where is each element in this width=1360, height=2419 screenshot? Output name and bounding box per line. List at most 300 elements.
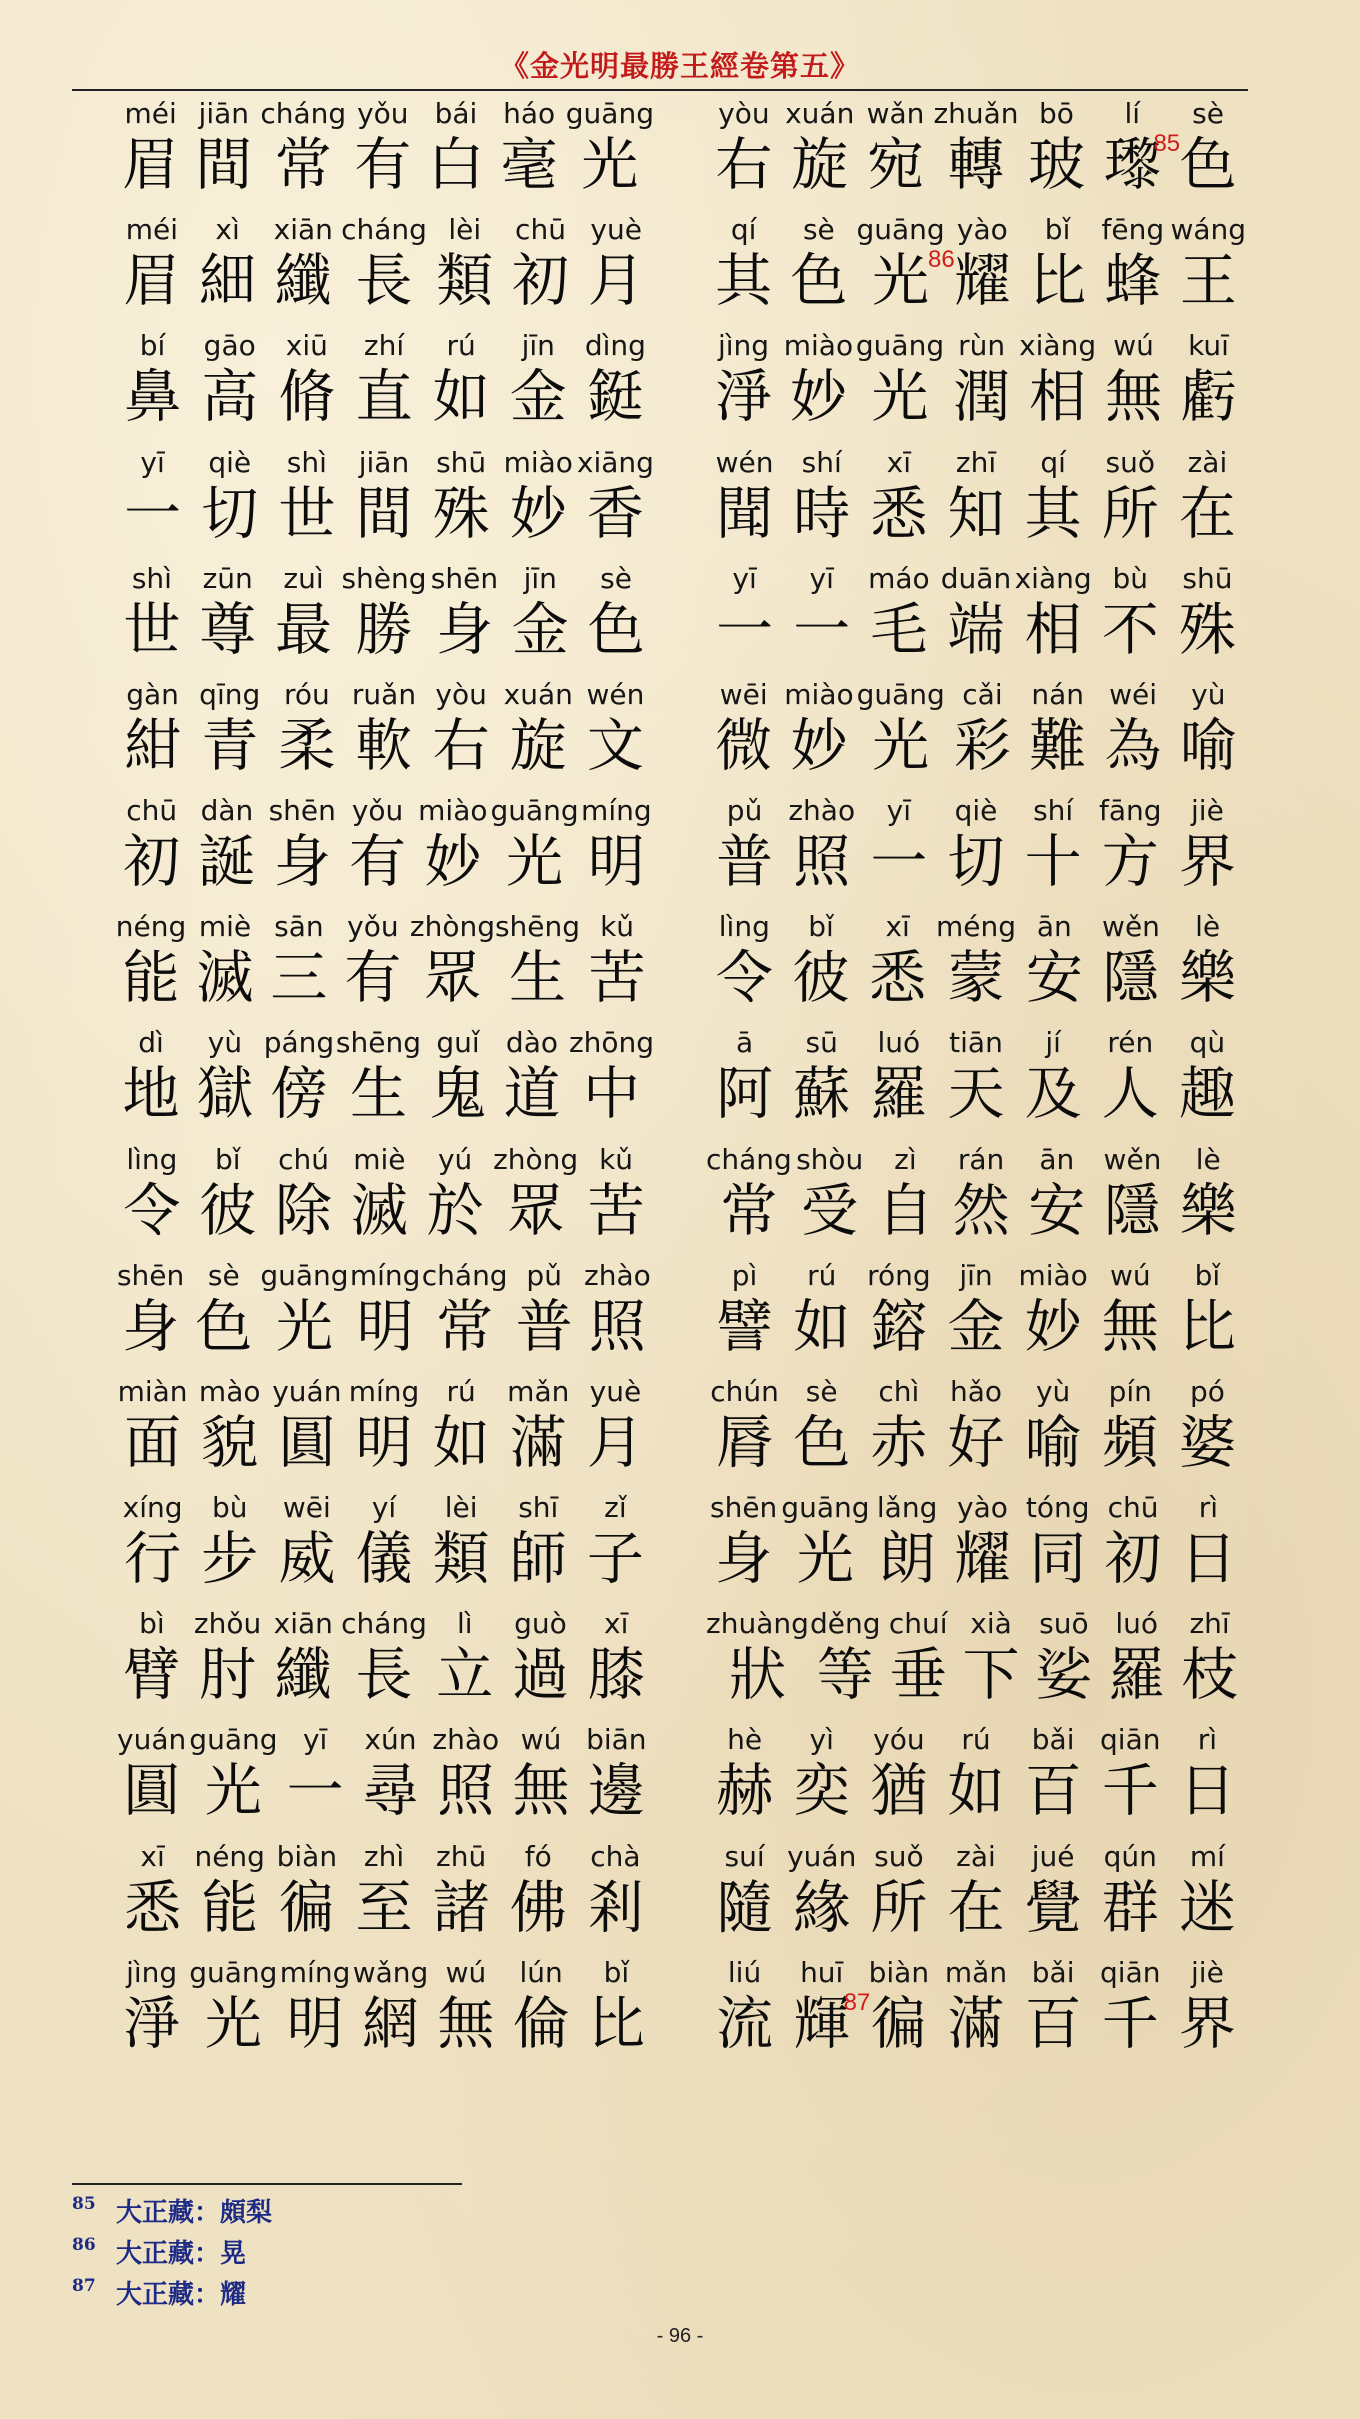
hanzi: 流 [716,1990,774,2057]
verse-line-right [706,1490,1246,1606]
character-cell [577,1490,654,1606]
pinyin: pín [1108,1374,1152,1408]
pinyin: zhuàng [706,1607,809,1641]
character-cell [114,1722,189,1838]
pinyin: děng [810,1607,881,1641]
hanzi: 天 [947,1061,1005,1128]
verse-line-left [114,1839,654,1955]
character-cell [1015,1839,1092,1955]
footnote-text: 大正藏：晃 [116,2239,247,2269]
character-cell [278,1722,353,1838]
hanzi: 尊 [199,596,257,663]
character-cell [577,1374,654,1490]
hanzi: 生 [509,945,567,1012]
hanzi: 照 [588,1293,646,1360]
hanzi: 倫 [512,1990,570,2057]
pinyin: jiān [358,445,410,479]
hanzi: 阿 [716,1061,774,1128]
pinyin: shū [436,445,487,479]
hanzi: 步 [201,1526,259,1593]
character-cell [1092,445,1169,561]
hanzi: 月 [587,248,645,315]
pinyin: shēn [430,561,499,595]
character-cell [781,212,856,328]
character-cell [500,445,577,561]
hanzi: 地 [122,1061,180,1128]
character-cell [706,793,783,909]
pinyin: yuè [589,1374,642,1408]
hanzi: 毛 [870,596,928,663]
verse-line-right [706,677,1246,793]
footnote-number: 87 [72,2276,96,2296]
hanzi: 安 [1028,1177,1086,1244]
verse-line-left [114,1025,654,1141]
pinyin: rì [1197,1723,1218,1757]
pinyin: zhòng [409,910,495,944]
pinyin: dì [138,1026,164,1060]
pinyin: wáng [1170,213,1247,247]
character-cell [114,1142,190,1258]
pinyin: sè [207,1258,240,1292]
hanzi: 赤 [870,1409,928,1476]
hanzi: 圓 [123,1758,181,1825]
hanzi: 肘 [199,1642,257,1709]
hanzi: 常 [274,132,332,198]
verse-line-right [706,1142,1246,1258]
character-cell [1019,1142,1095,1258]
footnote-item [72,2235,772,2276]
pinyin: néng [115,910,187,944]
character-cell [882,1606,955,1722]
hanzi: 譬 [716,1293,774,1360]
hanzi: 子 [586,1526,644,1593]
character-cell [783,1722,860,1838]
hanzi: 身 [435,596,493,663]
verse-line-right [706,1955,1246,2071]
character-cell [1092,1025,1169,1141]
character-cell [943,1142,1019,1258]
character-cell [1169,909,1246,1025]
hanzi: 鬼 [429,1061,487,1128]
character-cell [706,1722,783,1838]
pinyin: pǔ [526,1258,562,1292]
pinyin: yǒu [351,794,404,828]
character-cell [1015,1374,1092,1490]
hanzi: 如 [432,1409,490,1476]
character-cell [1169,1839,1246,1955]
character-cell [345,445,422,561]
hanzi: 臂 [123,1642,181,1709]
character-cell [114,1955,189,2071]
hanzi: 三 [270,945,328,1012]
character-cell [860,1955,937,2071]
hanzi: 羅 [870,1061,928,1128]
character-cell [1094,96,1181,212]
character-cell [341,1142,417,1258]
pinyin: wǎng [352,1955,429,1989]
pinyin: qiān [1100,1955,1161,1989]
character-cell [345,1490,422,1606]
character-cell [187,96,260,212]
hanzi: 色 [790,248,848,315]
pinyin: xuán [503,677,573,711]
pinyin: jīn [523,561,557,595]
pinyin: qiè [954,794,998,828]
pinyin: yù [207,1026,243,1060]
character-cell [189,793,264,909]
pinyin: qīng [199,677,261,711]
hanzi: 端 [947,596,1005,663]
hanzi: 尋 [361,1758,419,1825]
character-cell [423,1490,500,1606]
hanzi: 蜂 [1104,248,1162,315]
character-cell [1170,1142,1246,1258]
character-cell [579,1722,654,1838]
character-cell [945,1490,1020,1606]
hanzi: 身 [122,1293,180,1360]
pinyin: guò [514,1607,567,1641]
character-cell [1173,1606,1246,1722]
hanzi: 耀 [953,1526,1011,1593]
character-cell [190,1142,266,1258]
pinyin: chū [126,794,178,828]
hanzi: 長 [355,1642,413,1709]
hanzi: 聞 [716,480,774,547]
character-cell [114,1490,191,1606]
character-cell [1015,793,1092,909]
hanzi: 生 [349,1061,407,1128]
hanzi: 婆 [1178,1409,1236,1476]
pinyin: sè [802,213,835,247]
pinyin: yuán [117,1723,187,1757]
character-cell [577,677,654,793]
pinyin: shòu [796,1142,864,1176]
hanzi: 能 [201,1874,259,1941]
hanzi: 普 [515,1293,573,1360]
hanzi: 鋌 [586,364,644,431]
pinyin: míng [349,1258,421,1292]
character-cell [114,445,191,561]
character-cell [859,909,936,1025]
hanzi: 無 [1101,1293,1159,1360]
pinyin: xì [215,213,240,247]
character-cell [191,1839,268,1955]
character-cell [423,1839,500,1955]
character-cell [860,793,937,909]
hanzi: 光 [581,132,639,198]
verse-line-right [706,328,1246,444]
hanzi: 照 [437,1758,495,1825]
character-cell [1015,1955,1092,2071]
character-cell [781,677,856,793]
character-cell [1169,793,1246,909]
hanzi: 狀 [728,1642,786,1709]
character-cell [792,1142,868,1258]
character-cell [1171,328,1246,444]
pinyin: sè [805,1374,838,1408]
pinyin: yī [809,561,834,595]
pinyin: sū [805,1026,838,1060]
character-cell [706,328,781,444]
hanzi: 高 [201,364,259,431]
hanzi: 色 [793,1409,851,1476]
pinyin: luó [877,1026,921,1060]
pinyin: liú [727,1955,762,1989]
hanzi: 宛 [867,132,925,198]
character-cell [1096,328,1171,444]
pinyin: miào [783,329,854,363]
hanzi: 最 [275,596,333,663]
character-cell [706,909,783,1025]
pinyin: róng [867,1258,931,1292]
character-cell [781,1490,869,1606]
character-cell [706,677,781,793]
character-cell [268,677,345,793]
verse-line-right [706,445,1246,561]
hanzi: 一 [286,1758,344,1825]
character-cell [423,1374,500,1490]
pinyin: biān [586,1723,647,1757]
pinyin: chuí [888,1607,948,1641]
character-cell [503,212,579,328]
hanzi: 金 [509,364,567,431]
pinyin: lèi [448,213,482,247]
pinyin: dào [505,1026,558,1060]
verse-line-right [706,909,1246,1025]
header-divider [72,89,1248,91]
hanzi: 光 [204,1990,262,2057]
hanzi: 時 [793,480,851,547]
hanzi: 網 [361,1990,419,2057]
hanzi: 初 [1104,1526,1162,1593]
hanzi: 彼 [199,1177,257,1244]
pinyin: huī [800,1955,844,1989]
pinyin: shū [1182,561,1233,595]
character-cell [1170,96,1246,212]
character-cell [428,1722,503,1838]
pinyin: xī [885,910,910,944]
character-cell [349,1258,422,1374]
character-cell [783,1374,860,1490]
hanzi: 一 [716,596,774,663]
character-cell [504,1955,579,2071]
character-cell [937,1374,1014,1490]
pinyin: zhōng [568,1026,655,1060]
character-cell [260,1258,348,1374]
hanzi: 妙 [790,712,848,779]
hanzi: 彩 [953,712,1011,779]
hanzi: 佛 [509,1874,567,1941]
pinyin: yī [140,445,165,479]
hanzi: 彼 [792,945,850,1012]
hanzi: 一 [124,480,182,547]
pinyin: yuán [272,1374,342,1408]
hanzi: 切 [201,480,259,547]
pinyin: mí [1189,1839,1225,1873]
hanzi: 微 [715,712,773,779]
hanzi: 隨 [716,1874,774,1941]
character-cell [1169,1374,1246,1490]
hanzi: 滅 [196,945,254,1012]
verse-line-left [114,677,654,793]
character-cell [706,1490,781,1606]
pinyin: shì [131,561,172,595]
hanzi: 立 [436,1642,494,1709]
pinyin: bǎi [1031,1723,1075,1757]
character-cell [860,1374,937,1490]
hanzi: 勝 [355,596,413,663]
character-cell [579,1955,654,2071]
verse-line-right [706,561,1246,677]
hanzi: 軟 [355,712,413,779]
pinyin: guāng [260,1258,349,1292]
hanzi: 日 [1179,1526,1237,1593]
character-cell [114,793,189,909]
character-cell [1020,677,1095,793]
character-cell [1015,1258,1092,1374]
pinyin: lèi [444,1491,478,1525]
hanzi: 殊 [432,480,490,547]
pinyin: chū [515,213,566,247]
pinyin: róu [283,677,330,711]
pinyin: lì [457,1607,473,1641]
character-cell [1095,212,1170,328]
hanzi: 下 [962,1642,1020,1709]
hanzi: 滿 [947,1990,1005,2057]
pinyin: suí [724,1839,765,1873]
pinyin: rán [957,1142,1005,1176]
hanzi: 樂 [1179,945,1237,1012]
character-cell [495,909,580,1025]
pinyin: guāng [855,329,945,363]
hanzi: 如 [947,1758,1005,1825]
pinyin: néng [194,1839,265,1873]
character-cell [1095,1142,1171,1258]
character-cell [706,1025,783,1141]
pinyin: mǎn [944,1955,1008,1989]
hanzi: 同 [1029,1526,1087,1593]
verse-line-left [114,1374,654,1490]
character-cell [856,212,955,328]
hanzi: 蒙 [947,945,1005,1012]
character-cell [1169,445,1246,561]
verse-line-right [706,96,1246,212]
character-cell [569,1025,654,1141]
pinyin: wěn [1103,1142,1162,1176]
pinyin: zhào [432,1723,500,1757]
character-cell [1092,1258,1169,1374]
hanzi: 間 [195,132,253,198]
character-cell [1092,1374,1169,1490]
verse-line-right [706,1374,1246,1490]
hanzi: 紺 [124,712,182,779]
character-cell [1169,1025,1246,1141]
character-cell [502,561,578,677]
character-cell [336,909,410,1025]
hanzi: 喻 [1024,1409,1082,1476]
character-cell [417,1142,493,1258]
hanzi: 無 [512,1758,570,1825]
character-cell [189,1722,277,1838]
character-cell [500,328,577,444]
character-cell [860,445,937,561]
hanzi: 為 [1104,712,1162,779]
character-cell [706,1955,783,2071]
character-cell [188,909,262,1025]
pinyin: sè [600,561,632,595]
pinyin: pì [731,1258,758,1292]
pinyin: yí [371,1491,397,1525]
pinyin: zhào [584,1258,651,1292]
character-cell [345,328,422,444]
pinyin: qí [730,213,757,247]
pinyin: suǒ [874,1839,924,1873]
character-cell [188,1025,262,1141]
pinyin: jīn [959,1258,993,1292]
pinyin: shí [801,445,842,479]
hanzi: 轉 [947,132,1005,198]
pinyin: bǐ [1044,213,1071,247]
character-cell [937,1722,1014,1838]
verse-line-right [706,1025,1246,1141]
pinyin: wú [445,1955,487,1989]
pinyin: lìng [126,1142,178,1176]
verse-line-right [706,212,1246,328]
pinyin: zhū [436,1839,487,1873]
hanzi: 相 [1024,596,1082,663]
hanzi: 明 [355,1409,413,1476]
pinyin: rú [807,1258,837,1292]
hanzi: 百 [1024,1990,1082,2057]
character-cell [783,1839,860,1955]
pinyin: wéi [1109,677,1157,711]
pinyin: zhì [363,1839,405,1873]
pinyin: cháng [421,1258,508,1292]
pinyin: jiè [1191,1955,1224,1989]
hanzi: 一 [793,596,851,663]
pinyin: yī [886,794,912,828]
pinyin: yóu [873,1723,925,1757]
hanzi: 色 [587,596,645,663]
pinyin: shēng [494,910,581,944]
pinyin: mǎn [507,1374,570,1408]
hanzi: 貌 [201,1409,259,1476]
footnote-ref: 87 [843,1988,871,2016]
hanzi: 光 [872,248,930,315]
character-cell [428,1955,503,2071]
character-cell [341,561,426,677]
hanzi: 垂 [889,1642,947,1709]
hanzi: 如 [432,364,490,431]
hanzi: 威 [278,1526,336,1593]
pinyin: fó [524,1839,552,1873]
character-cell [493,96,566,212]
character-cell [189,1955,277,2071]
hanzi: 常 [436,1293,494,1360]
character-cell [578,1606,654,1722]
pinyin: yì [809,1723,834,1757]
hanzi: 香 [586,480,644,547]
character-cell [706,1142,792,1258]
hanzi: 青 [201,712,259,779]
hanzi: 諸 [432,1874,490,1941]
pinyin: yú [437,1142,473,1176]
hanzi: 知 [947,480,1005,547]
hanzi: 色 [195,1293,253,1360]
pinyin: yào [956,213,1008,247]
pinyin: jìng [126,1955,178,1989]
pinyin: zūn [202,561,253,595]
